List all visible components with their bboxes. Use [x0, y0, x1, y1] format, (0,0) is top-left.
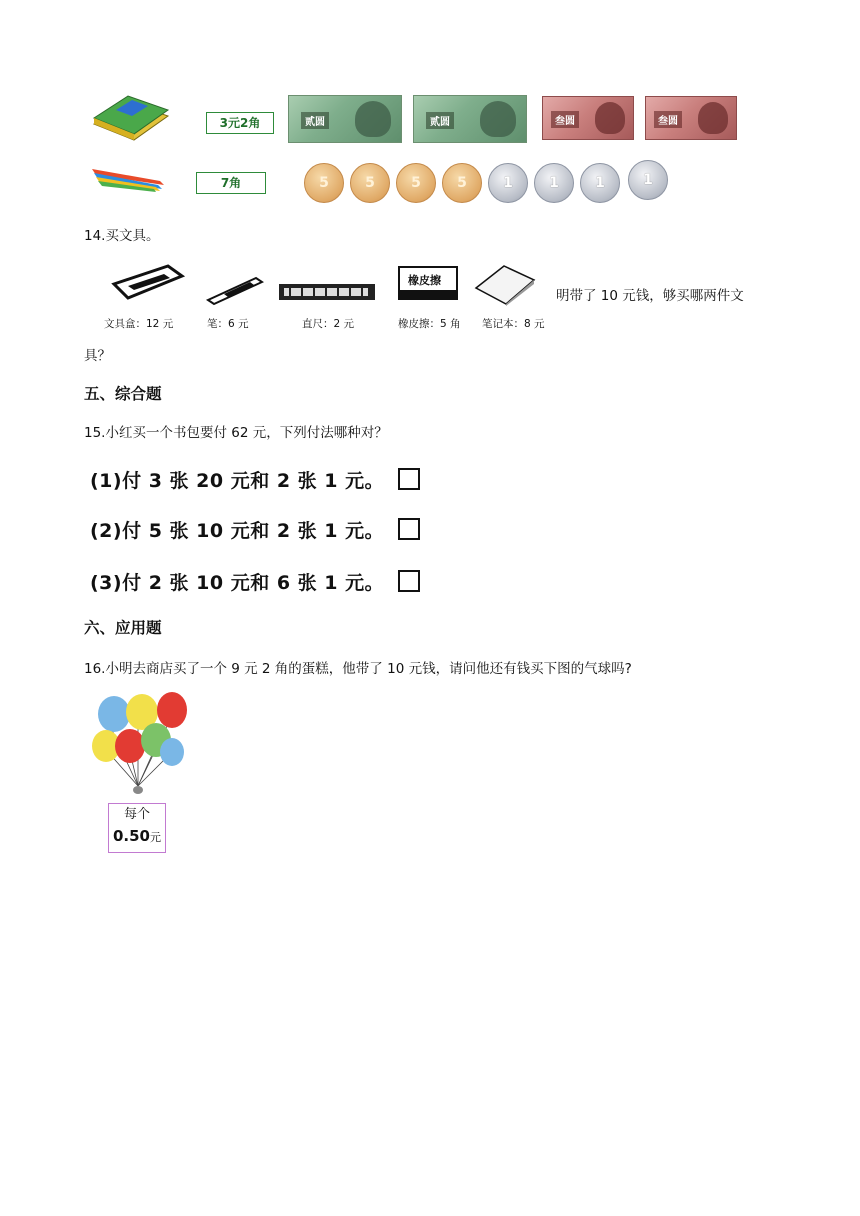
- caption-pencil-box: 文具盒：12 元: [104, 318, 174, 330]
- option-2-text: (2)付 5 张 10 元和 2 张 1 元。: [90, 520, 385, 542]
- question-14-text-part2: 具？: [84, 348, 111, 364]
- caption-pen: 笔：6 元: [207, 318, 249, 330]
- banknote-3-yuan: [645, 96, 737, 140]
- price-tag-pencils-label: 7角: [220, 176, 242, 190]
- coin-5-jiao: [304, 163, 344, 203]
- option-3-text: (3)付 2 张 10 元和 6 张 1 元。: [90, 572, 385, 594]
- coin-label: 5: [411, 175, 421, 191]
- option-3-checkbox[interactable]: [398, 570, 420, 592]
- coin-label: 5: [365, 175, 375, 191]
- price-tag-book-label: 3元2角: [219, 116, 261, 130]
- balloon-price-value: [109, 826, 165, 848]
- price-tag-pencils: [196, 172, 266, 194]
- caption-eraser: 橡皮擦：5 角: [398, 318, 461, 330]
- question-15-title: 15.小红买一个书包要付 62 元，下列付法哪种对？: [84, 425, 388, 441]
- coin-5-jiao: [350, 163, 390, 203]
- coin-1-jiao: [534, 163, 574, 203]
- balloon-price-tag: [108, 803, 166, 853]
- ruler-icon: [278, 282, 376, 302]
- question-14-text-part1: 明带了 10 元钱，够买哪两件文: [556, 288, 744, 304]
- coin-label: 1: [643, 172, 653, 188]
- question-16-title: 16.小明去商店买了一个 9 元 2 角的蛋糕，他带了 10 元钱，请问他还有钱买下图的气球吗?: [84, 661, 632, 677]
- banknote-2-yuan: [413, 95, 527, 143]
- balloon-price-number: 0.50: [112, 827, 150, 845]
- section-5-heading: 五、综合题: [84, 385, 162, 403]
- eraser-label: 橡皮擦: [408, 274, 441, 287]
- caption-ruler: 直尺：2 元: [302, 318, 355, 330]
- coin-label: 5: [319, 175, 329, 191]
- price-tag-book: [206, 112, 274, 134]
- coin-1-jiao: [488, 163, 528, 203]
- book-illustration: [90, 88, 170, 144]
- coin-label: 5: [457, 175, 467, 191]
- portrait-icon: [480, 101, 516, 137]
- portrait-icon: [698, 102, 728, 134]
- coin-5-jiao: [442, 163, 482, 203]
- banknote-2-yuan: [288, 95, 402, 143]
- balloons-illustration: [90, 690, 190, 800]
- coin-label: 1: [503, 175, 513, 191]
- coin-label: 1: [595, 175, 605, 191]
- portrait-icon: [355, 101, 391, 137]
- pen-icon: [204, 274, 264, 306]
- pencils-illustration: [90, 165, 168, 193]
- option-1-checkbox[interactable]: [398, 468, 420, 490]
- coin-1-jiao: [580, 163, 620, 203]
- option-2-checkbox[interactable]: [398, 518, 420, 540]
- coin-label: 1: [549, 175, 559, 191]
- balloon-price-label: 每个: [123, 807, 150, 822]
- banknote-label: 贰圆: [301, 112, 329, 129]
- banknote-label: 叁圆: [551, 111, 579, 128]
- pencil-box-icon: [108, 262, 186, 306]
- caption-notebook: 笔记本：8 元: [482, 318, 545, 330]
- notebook-icon: [474, 262, 536, 306]
- section-6-heading: 六、应用题: [84, 619, 162, 637]
- portrait-icon: [595, 102, 625, 134]
- question-14-title: 14.买文具。: [84, 228, 160, 244]
- banknote-label: 贰圆: [426, 112, 454, 129]
- coin-5-jiao: [396, 163, 436, 203]
- balloon-price-unit: 元: [150, 831, 161, 844]
- banknote-3-yuan: [542, 96, 634, 140]
- banknote-label: 叁圆: [654, 111, 682, 128]
- coin-1-jiao: [628, 160, 668, 200]
- option-1-text: (1)付 3 张 20 元和 2 张 1 元。: [90, 470, 385, 492]
- eraser-icon: [398, 266, 462, 304]
